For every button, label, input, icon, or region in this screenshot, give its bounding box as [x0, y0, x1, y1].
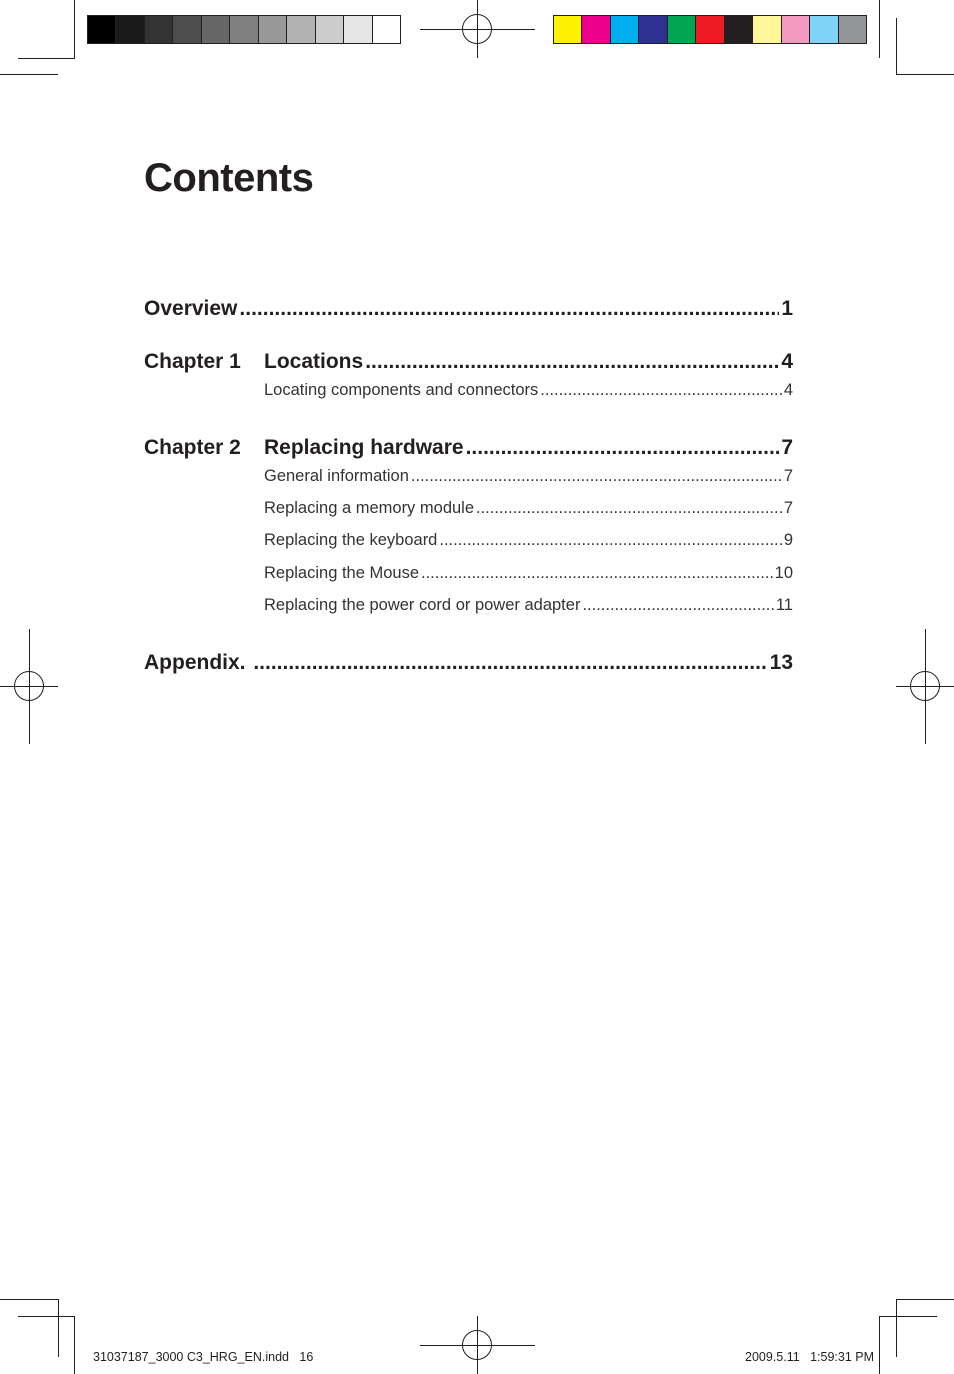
color-swatch — [753, 16, 781, 43]
crop-mark — [896, 1299, 897, 1357]
dot-leader — [253, 651, 767, 675]
dot-leader — [540, 381, 782, 400]
crop-mark — [896, 74, 954, 75]
toc-subentry-label: Replacing a memory module — [264, 499, 475, 517]
toc-page-number: 7 — [783, 467, 793, 485]
toc-subentry[interactable] — [264, 381, 793, 400]
gray-swatch — [88, 16, 116, 43]
gray-swatch — [145, 16, 173, 43]
toc-subentry[interactable] — [264, 564, 793, 583]
gray-swatch — [116, 16, 144, 43]
chapter-2-prefix: Chapter 2 — [144, 436, 241, 459]
chapter-1-prefix: Chapter 1 — [144, 350, 241, 373]
crop-mark — [0, 74, 58, 75]
color-swatch — [668, 16, 696, 43]
dot-leader — [439, 531, 781, 550]
color-swatch — [810, 16, 838, 43]
crop-mark — [74, 1316, 75, 1374]
toc-entry-label: Overview — [144, 297, 238, 320]
dot-leader — [421, 564, 773, 583]
dot-leader — [582, 596, 773, 615]
color-swatch — [554, 16, 582, 43]
color-swatch — [782, 16, 810, 43]
crop-mark — [74, 0, 75, 58]
color-swatch — [696, 16, 724, 43]
color-swatch — [725, 16, 753, 43]
registration-mark-circle — [14, 671, 44, 701]
color-swatch — [582, 16, 610, 43]
dot-leader — [476, 499, 782, 518]
toc-subentry-label: Replacing the Mouse — [264, 564, 420, 582]
registration-mark-circle — [462, 1330, 492, 1360]
page-title: Contents — [144, 156, 314, 200]
gray-swatch — [173, 16, 201, 43]
toc-subentry[interactable] — [264, 531, 793, 550]
toc-subentry-label: Replacing the keyboard — [264, 531, 438, 549]
toc-subentry[interactable] — [264, 499, 793, 518]
toc-page-number: 1 — [781, 297, 793, 320]
toc-page-number: 13 — [769, 651, 793, 674]
toc-subentry-label: General information — [264, 467, 409, 485]
gray-swatch — [202, 16, 230, 43]
toc-entry-label: Locations — [264, 350, 364, 373]
color-swatch — [839, 16, 866, 43]
gray-swatch — [316, 16, 344, 43]
registration-mark-circle — [462, 14, 492, 44]
crop-mark — [896, 18, 897, 75]
toc-page-number: 4 — [783, 381, 793, 399]
crop-mark — [896, 1299, 954, 1300]
dot-leader — [411, 467, 782, 486]
toc-subentry[interactable] — [264, 467, 793, 486]
crop-mark — [58, 1299, 59, 1357]
process-color-bar — [553, 15, 867, 44]
dot-leader — [365, 350, 779, 374]
toc-page-number: 4 — [781, 350, 793, 373]
slug-filename: 31037187_3000 C3_HRG_EN.indd 16 — [93, 1350, 314, 1364]
toc-page-number: 11 — [775, 596, 793, 614]
crop-mark — [879, 1316, 880, 1374]
gray-swatch — [259, 16, 287, 43]
toc-page-number: 7 — [783, 499, 793, 517]
registration-mark-circle — [910, 671, 940, 701]
gray-swatch — [344, 16, 372, 43]
toc-page-number: 10 — [774, 564, 793, 582]
toc-subentry[interactable] — [264, 596, 793, 615]
slug-timestamp: 2009.5.11 1:59:31 PM — [745, 1350, 875, 1364]
toc-entry-label: Replacing hardware — [264, 436, 464, 459]
toc-entry-chapter-1[interactable] — [264, 350, 793, 374]
dot-leader — [239, 297, 779, 321]
toc-entry-appendix[interactable] — [144, 651, 793, 675]
color-swatch — [639, 16, 667, 43]
grayscale-color-bar — [87, 15, 401, 44]
crop-mark — [879, 0, 880, 58]
dot-leader — [466, 436, 780, 460]
toc-entry-overview[interactable] — [144, 297, 793, 321]
toc-subentry-label: Locating components and connectors — [264, 381, 539, 399]
gray-swatch — [373, 16, 400, 43]
crop-mark — [0, 1299, 58, 1300]
gray-swatch — [287, 16, 315, 43]
toc-page-number: 9 — [783, 531, 793, 549]
gray-swatch — [230, 16, 258, 43]
toc-entry-chapter-2[interactable] — [264, 436, 793, 460]
color-swatch — [611, 16, 639, 43]
crop-mark — [18, 58, 75, 59]
toc-page-number: 7 — [781, 436, 793, 459]
crop-mark — [880, 1316, 937, 1317]
crop-mark — [18, 1316, 75, 1317]
toc-entry-label: Appendix. — [144, 651, 252, 674]
toc-subentry-label: Replacing the power cord or power adapter — [264, 596, 581, 614]
